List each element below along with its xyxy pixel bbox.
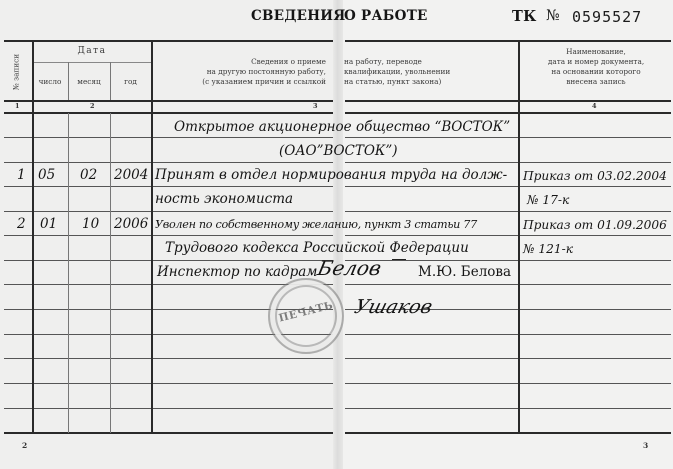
colnum-bottom-left (4, 112, 333, 114)
record-no-header: № записи (11, 53, 21, 91)
record-day: 01 (40, 216, 58, 232)
table-row-info: Трудового кодекса Российской Федерации (165, 240, 469, 256)
col3-header-line1-left: Сведения о приеме (251, 57, 326, 66)
row-line (4, 186, 333, 187)
day-header: число (38, 77, 62, 86)
row-line (345, 334, 671, 335)
row-line (4, 235, 333, 236)
table-row-info: ность экономиста (155, 191, 294, 207)
row-line (345, 260, 671, 261)
tk-number-sign: № (546, 8, 560, 24)
row-line (4, 383, 333, 384)
row-line (345, 186, 671, 187)
tk-number: 0595527 (572, 8, 643, 26)
tk-label: ТК (512, 8, 537, 25)
table-bottom-right (345, 432, 671, 434)
col3-header-line3-left: (с указанием причин и ссылкой (202, 77, 326, 86)
row-line (345, 383, 671, 384)
row-line (345, 284, 671, 285)
row-line (4, 408, 333, 409)
table-row-doc: Приказ от 03.02.2004 (523, 169, 667, 183)
record-day: 05 (38, 167, 56, 183)
heading-right: О РАБОТЕ (344, 8, 428, 24)
col4-header-line2: дата и номер документа, (547, 57, 645, 66)
page-number-left: 2 (22, 441, 28, 450)
stamp (268, 278, 344, 354)
record-no: 2 (17, 216, 26, 232)
signature-director: Ушаков (352, 296, 435, 318)
col4-header-line1: Наименование, (566, 47, 626, 56)
signature-stroke (392, 259, 406, 260)
row-line (345, 162, 671, 163)
record-year: 2004 (114, 167, 149, 183)
inspector-name: М.Ю. Белова (418, 264, 512, 280)
colnum-1: 1 (15, 102, 20, 110)
date-group-divider (32, 62, 152, 63)
stamp-text: ПЕЧАТЬ (277, 299, 335, 325)
header-bottom-left (4, 100, 333, 102)
table-row-doc: № 17-к (527, 193, 570, 207)
row-line (4, 162, 333, 163)
row-line (4, 137, 333, 138)
col-divider-month (110, 113, 111, 433)
row-line (345, 358, 671, 359)
heading-left: СВЕДЕНИЯ (251, 8, 346, 24)
col4-header-line4: внесена запись (566, 77, 626, 86)
table-bottom-left (4, 432, 333, 434)
col4-header-line3: на основании которого (551, 67, 641, 76)
col-divider-doc (518, 40, 520, 434)
table-row-info: Принят в отдел нормирования труда на долж- (155, 167, 508, 183)
record-no: 1 (17, 167, 26, 183)
col3-header-line3-right: на статью, пункт закона) (344, 77, 442, 86)
date-group-header: Дата (77, 46, 107, 56)
table-row-info: Открытое акционерное общество “ВОСТОК” (174, 119, 511, 135)
col-divider-day (68, 113, 69, 433)
year-header: год (124, 77, 137, 86)
record-month: 10 (82, 216, 100, 232)
col-divider-year (151, 40, 153, 434)
row-line (345, 235, 671, 236)
col3-header-line2-right: квалификации, увольнении (344, 67, 451, 76)
table-row-info: (ОАО”ВОСТОК”) (279, 143, 398, 159)
signature-inspector: Белов (315, 256, 384, 280)
row-line (4, 260, 333, 261)
table-row-doc: Приказ от 01.09.2006 (523, 218, 667, 232)
colnum-3: 3 (313, 102, 318, 110)
table-top-border-left (4, 40, 333, 42)
row-line (345, 408, 671, 409)
row-line (345, 211, 671, 212)
colnum-2: 2 (90, 102, 95, 110)
record-year: 2006 (114, 216, 149, 232)
colnum-4: 4 (592, 102, 597, 110)
record-month: 02 (80, 167, 98, 183)
inspector-title: Инспектор по кадрам (157, 264, 318, 280)
row-line (345, 137, 671, 138)
table-top-border-right (345, 40, 671, 42)
row-line (4, 358, 333, 359)
row-line (4, 211, 333, 212)
table-row-doc: № 121-к (523, 242, 574, 256)
book-spine (333, 0, 343, 469)
col3-header-line1-right: на работу, переводе (344, 57, 422, 66)
col-divider-no (32, 40, 34, 434)
colnum-bottom-right (345, 112, 671, 114)
month-header: месяц (77, 77, 101, 86)
table-row-info: Уволен по собственному желанию, пункт 3 статьи 77 (155, 218, 477, 231)
page-number-right: 3 (643, 441, 649, 450)
header-bottom-right (345, 100, 671, 102)
col3-header-line2-left: на другую постоянную работу, (206, 67, 326, 76)
